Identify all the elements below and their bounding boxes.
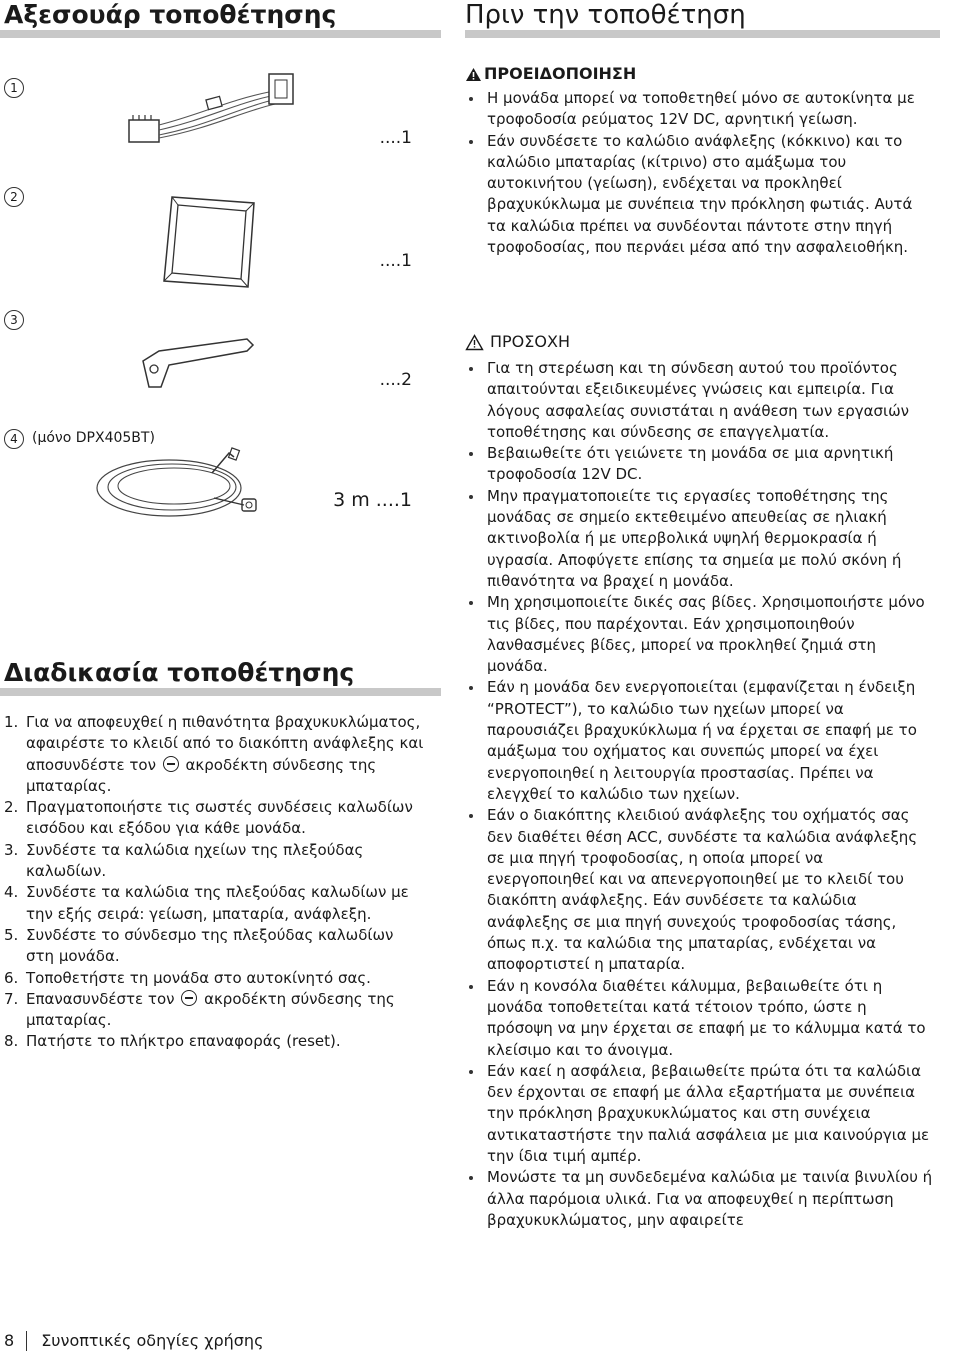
procedure-step-3: 3. Συνδέστε τα καλώδια ηχείων της πλεξούδας καλωδίων.	[4, 840, 364, 881]
minus-terminal-icon	[181, 990, 197, 1006]
caution-item: Βεβαιωθείτε ότι γειώνετε τη μονάδα σε μια αρνητική τροφοδοσία 12V DC.	[465, 443, 935, 486]
procedure-steps	[4, 712, 424, 1053]
caution-item: Μην πραγματοποιείτε τις εργασίες τοποθέτησης της μονάδας σε σημείο εκτεθειμένο απευθείας σε ηλιακή ακτινοβολία ή με υπερβολικά υψηλή θερμοκρασία ή υγρασία. Αποφύγετε επίσης τα σημεία με πολύ σκόνη ή πιθανότητα να βραχεί η μονάδα.	[465, 486, 935, 592]
warning-item: Εάν συνδέσετε το καλώδιο ανάφλεξης (κόκκινο) και το καλώδιο μπαταρίας (κίτρινο) στο αμάξωμα του αυτοκινήτου (γείωση), ενδέχεται να προκληθεί βραχυκύκλωμα με συνέπεια την πρόκληση φωτιάς. Αυτά τα καλώδια πρέπει να συνδέονται πάντοτε στην πηγή τροφοδοσίας, που περνάει μέσα από την ασφαλειοθήκη.	[465, 131, 935, 259]
caution-item: Εάν η κονσόλα διαθέτει κάλυμμα, βεβαιωθείτε ότι η μονάδα τοποθετείται κατά τέτοιον τρόπο, ώστε η πρόσοψη να μην έρχεται σε επαφή με το κάλυμμα κατά το κλείσιμο και το άνοιγμα.	[465, 976, 935, 1061]
procedure-step-8: 8. Πατήστε το πλήκτρο επαναφοράς (reset).	[4, 1032, 341, 1051]
caution-item: Μη χρησιμοποιείτε δικές σας βίδες. Χρησιμοποιήστε μόνο τις βίδες, που παρέχονται. Εάν χρησιμοποιηθούν λανθασμένες βίδες, μπορεί να προκληθεί ζημιά στη μονάδα.	[465, 592, 935, 677]
accessory-number: 4	[4, 429, 24, 449]
accessory-quantity: ....2	[379, 370, 412, 390]
caution-list	[465, 358, 935, 1231]
accessory-item-3	[4, 310, 434, 400]
before-installation-title: Πριν την τοποθέτηση	[465, 0, 940, 38]
accessory-item-4	[4, 428, 434, 528]
page-number: 8	[4, 1331, 15, 1350]
footer-divider	[26, 1331, 27, 1351]
minus-terminal-icon	[163, 756, 179, 772]
warning-item: Η μονάδα μπορεί να τοποθετηθεί μόνο σε αυτοκίνητα με τροφοδοσία ρεύματος 12V DC, αρνητική γείωση.	[465, 88, 935, 131]
procedure-step-7: 7. Επανασυνδέστε τον ακροδέκτη σύνδεσης της μπαταρίας.	[4, 989, 395, 1030]
caution-item: Εάν ο διακόπτης κλειδιού ανάφλεξης του οχήματός σας δεν διαθέτει θέση ACC, συνδέστε τα καλώδια ανάφλεξης σε μια πηγή τροφοδοσίας, η οποία μπορεί να ενεργοποιηθεί και να απενεργοποιηθεί με το κλειδί του διακόπτη ανάφλεξης. Εάν συνδέσετε τα καλώδια ανάφλεξης σε μια πηγή συνεχούς τροφοδοσίας τάσης, όπως π.χ. τα καλώδια της μπαταρίας, ενδέχεται να αποφορτιστεί η μπαταρία.	[465, 805, 935, 975]
mounting-frame-icon	[154, 193, 264, 293]
procedure-step-6: 6. Τοποθετήστε τη μονάδα στο αυτοκίνητό σας.	[4, 968, 371, 987]
accessory-number: 3	[4, 310, 24, 330]
accessory-item-1	[4, 70, 434, 160]
accessory-quantity: ....1	[379, 251, 412, 271]
warning-heading: ΠΡΟΕΙΔΟΠΟΙΗΣΗ	[465, 64, 636, 84]
footer-label: Συνοπτικές οδηγίες χρήσης	[41, 1331, 264, 1350]
caution-icon	[465, 334, 484, 351]
caution-item: Εάν η μονάδα δεν ενεργοποιείται (εμφανίζεται η ένδειξη “PROTECT”), το καλώδιο των ηχείων μπορεί να παρουσιάζει βραχυκύκλωμα ή να έρχεται σε επαφή με το αμάξωμα του οχήματος και συνεπώς μπορεί να έχει ενεργοποιηθεί η λειτουργία προστασίας. Πρέπει να ελεγχθεί το καλώδιο των ηχείων.	[465, 677, 935, 805]
procedure-step-5: 5. Συνδέστε το σύνδεσμο της πλεξούδας καλωδίων στη μονάδα.	[4, 925, 394, 966]
warning-icon	[465, 67, 482, 82]
accessory-item-2	[4, 185, 434, 295]
procedure-step-4: 4. Συνδέστε τα καλώδια της πλεξούδας καλωδίων με την εξής σειρά: γείωση, μπαταρία, ανάφλεξη.	[4, 883, 409, 923]
accessory-quantity: ....1	[379, 128, 412, 148]
accessory-number: 1	[4, 78, 24, 98]
procedure-title: Διαδικασία τοποθέτησης	[0, 658, 441, 696]
accessory-note: (μόνο DPX405BT)	[32, 430, 155, 446]
warning-list	[465, 88, 935, 258]
accessories-title: Αξεσουάρ τοποθέτησης	[0, 0, 441, 38]
accessory-quantity: 3 m ....1	[333, 489, 412, 511]
caution-heading: ΠΡΟΣΟΧΗ	[465, 332, 570, 352]
procedure-step-1: 1. Για να αποφευχθεί η πιθανότητα βραχυκυκλώματος, αφαιρέστε το κλειδί από το διακόπτη ανάφλεξης και αποσυνδέστε τον ακροδέκτη σύνδεσης της μπαταρίας.	[4, 713, 424, 795]
accessory-number: 2	[4, 187, 24, 207]
caution-item: Μονώστε τα μη συνδεδεμένα καλώδια με ταινία βινυλίου ή άλλα παρόμοια υλικά. Για να αποφευχθεί η περίπτωση βραχυκυκλώματος, μην αφαιρείτε	[465, 1167, 935, 1231]
procedure-step-2: 2. Πραγματοποιήστε τις σωστές συνδέσεις καλωδίων εισόδου και εξόδου για κάθε μονάδα.	[4, 798, 413, 838]
extraction-key-icon	[139, 335, 259, 395]
caution-item: Για τη στερέωση και τη σύνδεση αυτού του προϊόντος απαιτούνται εξειδικευμένες γνώσεις και εμπειρία. Για λόγους ασφαλείας συνιστάται η ανάθεση των εργασιών τοποθέτησης και σύνδεσης σε επαγγελματία.	[465, 358, 935, 443]
microphone-icon	[94, 443, 274, 528]
wiring-harness-icon	[119, 70, 309, 150]
caution-item: Εάν καεί η ασφάλεια, βεβαιωθείτε πρώτα ότι τα καλώδια δεν έρχονται σε επαφή με άλλα εξαρτήματα με συνέπεια την πρόκληση βραχυκυκλώματος και στη συνέχεια αντικαταστήστε την παλιά ασφάλεια με μια καινούργια με την ίδια τιμή αμπέρ.	[465, 1061, 935, 1167]
page-footer	[4, 1330, 263, 1352]
